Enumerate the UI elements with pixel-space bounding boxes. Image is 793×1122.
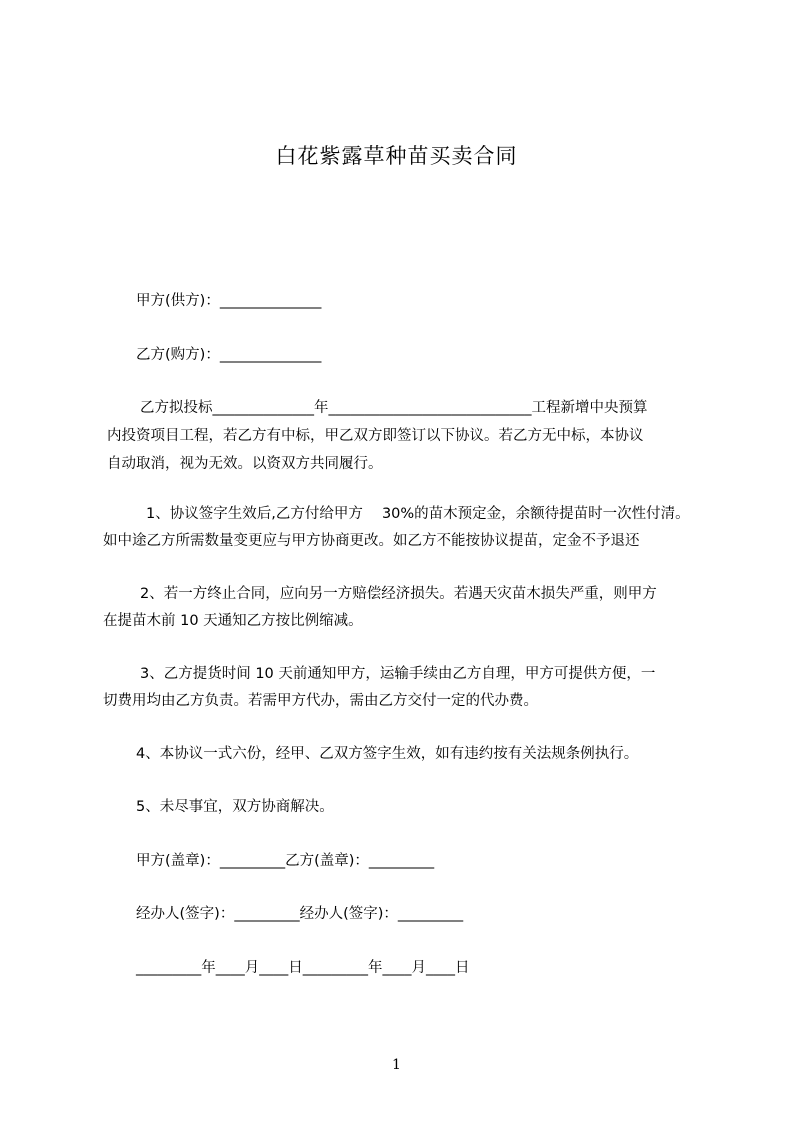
seal-line: 甲方(盖章)：_________乙方(盖章)：_________ [136, 853, 435, 869]
date-line: _________年____月____日_________年____月____日 [136, 960, 470, 976]
document-title: 白花紫露草种苗买卖合同 [275, 144, 518, 168]
party-b-field: 乙方(购方)：______________ [136, 347, 322, 363]
intro-line-2: 内投资项目工程，若乙方有中标，甲乙双方即签订以下协议。若乙方无中标，本协议 [107, 428, 644, 444]
clause-5: 5、未尽事宜，双方协商解决。 [136, 799, 334, 815]
page-number: 1 [392, 1057, 401, 1073]
clause-1-line-1: 1、协议签字生效后,乙方付给甲方 30%的苗木预定金，余额待提苗时一次性付清。 [146, 506, 690, 522]
party-a-field: 甲方(供方)：______________ [136, 293, 322, 309]
clause-2-line-2: 在提苗木前 10 天通知乙方按比例缩减。 [103, 613, 363, 629]
intro-line-3: 自动取消，视为无效。以资双方共同履行。 [107, 456, 383, 472]
clause-3-line-2: 切费用均由乙方负责。若需甲方代办，需由乙方交付一定的代办费。 [103, 693, 538, 709]
clause-4: 4、本协议一式六份，经甲、乙双方签字生效，如有违约按有关法规条例执行。 [136, 746, 639, 762]
intro-line-1: 乙方拟投标______________年____________________________工程新增中央预算 [140, 400, 648, 416]
clause-2-line-1: 2、若一方终止合同，应向另一方赔偿经济损失。若遇天灾苗木损失严重，则甲方 [140, 586, 657, 602]
clause-1-line-2: 如中途乙方所需数量变更应与甲方协商更改。如乙方不能按协议提苗，定金不予退还 [103, 533, 640, 549]
signer-line: 经办人(签字)：_________经办人(签字)：_________ [136, 906, 464, 922]
clause-3-line-1: 3、乙方提货时间 10 天前通知甲方，运输手续由乙方自理，甲方可提供方便，一 [140, 666, 656, 682]
